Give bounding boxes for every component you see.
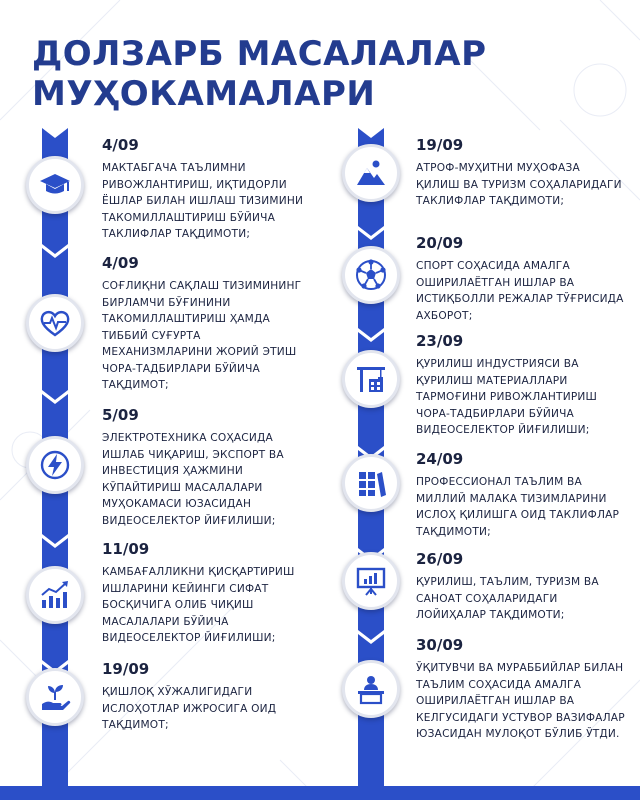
page-title-line-1: ДОЛЗАРБ МАСАЛАЛАР	[32, 34, 487, 74]
event-description: СОҒЛИҚНИ САҚЛАШ ТИЗИМИНИНГ БИРЛАМЧИ БЎҒИНИНИ ТАКОМИЛЛАШТИРИШ ҲАМДА ТИББИЙ СУҒУРТА МЕХАНИЗМЛАРИНИ ЖОРИЙ ЭТИШ ЧОРА-ТАДБИРЛАРИ БЎЙИЧА ТАҚДИМОТ;	[102, 280, 302, 391]
event-description: КАМБАҒАЛЛИКНИ ҚИСҚАРТИРИШ ИШЛАРИНИ КЕЙИНГИ СИФАТ БОСҚИЧИГА ОЛИБ ЧИҚИШ МАСАЛАЛАРИ БЎЙИЧА ВИДЕОСЕЛЕКТОР ЙИҒИЛИШИ;	[102, 566, 295, 644]
event-entry-right-3	[416, 332, 626, 439]
event-date: 4/09	[102, 136, 139, 154]
event-date: 5/09	[102, 406, 139, 424]
event-description: АТРОФ-МУҲИТНИ МУҲОФАЗА ҚИЛИШ ВА ТУРИЗМ СОҲАЛАРИДАГИ ТАКЛИФЛАР ТАҚДИМОТИ;	[416, 162, 622, 207]
graduation-cap-icon	[26, 156, 84, 214]
event-entry-left-3	[102, 406, 312, 529]
event-description: ҚУРИЛИШ ИНДУСТРИЯСИ ВА ҚУРИЛИШ МАТЕРИАЛЛАРИ ТАРМОҒИНИ РИВОЖЛАНТИРИШ ЧОРА-ТАДБИРЛАРИ БЎЙИЧА ВИДЕОСЕЛЕКТОР ЙИҒИЛИШИ;	[416, 358, 598, 436]
event-date: 23/09	[416, 332, 464, 350]
event-entry-right-1	[416, 136, 626, 210]
lightning-icon	[26, 436, 84, 494]
event-description: СПОРТ СОҲАСИДА АМАЛГА ОШИРИЛАЁТГАН ИШЛАР ВА ИСТИҚБОЛЛИ РЕЖАЛАР ТЎҒРИСИДА АХБОРОТ;	[416, 260, 624, 322]
event-entry-left-2	[102, 254, 312, 394]
mountain-person-icon	[342, 144, 400, 202]
event-date: 4/09	[102, 254, 139, 272]
event-entry-left-1	[102, 136, 312, 243]
teacher-desk-icon	[342, 660, 400, 718]
growth-chart-icon	[26, 566, 84, 624]
sprout-hand-icon	[26, 668, 84, 726]
event-date: 20/09	[416, 234, 464, 252]
soccer-ball-icon	[342, 246, 400, 304]
heart-pulse-icon	[26, 294, 84, 352]
event-entry-left-4	[102, 540, 312, 647]
event-entry-left-5	[102, 660, 312, 734]
event-description: ПРОФЕССИОНАЛ ТАЪЛИМ ВА МИЛЛИЙ МАЛАКА ТИЗИМЛАРИНИ ИСЛОҲ ҚИЛИШГА ОИД ТАКЛИФЛАР ТАҚДИМОТИ;	[416, 476, 620, 538]
event-date: 19/09	[102, 660, 150, 678]
event-description: ҚИШЛОҚ ХЎЖАЛИГИДАГИ ИСЛОҲОТЛАР ИЖРОСИГА ОИД ТАҚДИМОТ;	[102, 686, 277, 731]
event-description: ЭЛЕКТРОТЕХНИКА СОҲАСИДА ИШЛАБ ЧИҚАРИШ, ЭКСПОРТ ВА ИНВЕСТИЦИЯ ҲАЖМИНИ КЎПАЙТИРИШ МАСАЛАЛАРИ МУҲОКАМАСИ ЮЗАСИДАН ВИДЕОСЕЛЕКТОР ЙИҒИЛИШИ;	[102, 432, 284, 527]
event-date: 26/09	[416, 550, 464, 568]
event-entry-right-5	[416, 550, 626, 624]
books-icon	[342, 454, 400, 512]
construction-crane-icon	[342, 350, 400, 408]
event-date: 19/09	[416, 136, 464, 154]
page-title-line-2: МУҲОКАМАЛАРИ	[32, 74, 376, 114]
event-description: МАКТАБГАЧА ТАЪЛИМНИ РИВОЖЛАНТИРИШ, ИҚТИДОРЛИ ЁШЛАР БИЛАН ИШЛАШ ТИЗИМИНИ ТАКОМИЛЛАШТИРИШ БЎЙИЧА ТАКЛИФЛАР ТАҚДИМОТИ;	[102, 162, 304, 240]
event-description: ЎҚИТУВЧИ ВА МУРАББИЙЛАР БИЛАН ТАЪЛИМ СОҲАСИДА АМАЛГА ОШИРИЛАЁТГАН ИШЛАР ВА КЕЛГУСИДАГИ УСТУВОР ВАЗИФАЛАР ЮЗАСИДАН МУЛОҚОТ БЎЛИБ ЎТДИ.	[416, 662, 625, 740]
page-title	[32, 34, 487, 114]
event-entry-right-6	[416, 636, 626, 743]
event-date: 11/09	[102, 540, 150, 558]
event-description: ҚУРИЛИШ, ТАЪЛИМ, ТУРИЗМ ВА САНОАТ СОҲАЛАРИДАГИ ЛОЙИҲАЛАР ТАҚДИМОТИ;	[416, 576, 599, 621]
footer-bar	[0, 786, 640, 800]
event-date: 30/09	[416, 636, 464, 654]
event-date: 24/09	[416, 450, 464, 468]
event-entry-right-4	[416, 450, 626, 540]
presentation-board-icon	[342, 552, 400, 610]
event-entry-right-2	[416, 234, 626, 324]
